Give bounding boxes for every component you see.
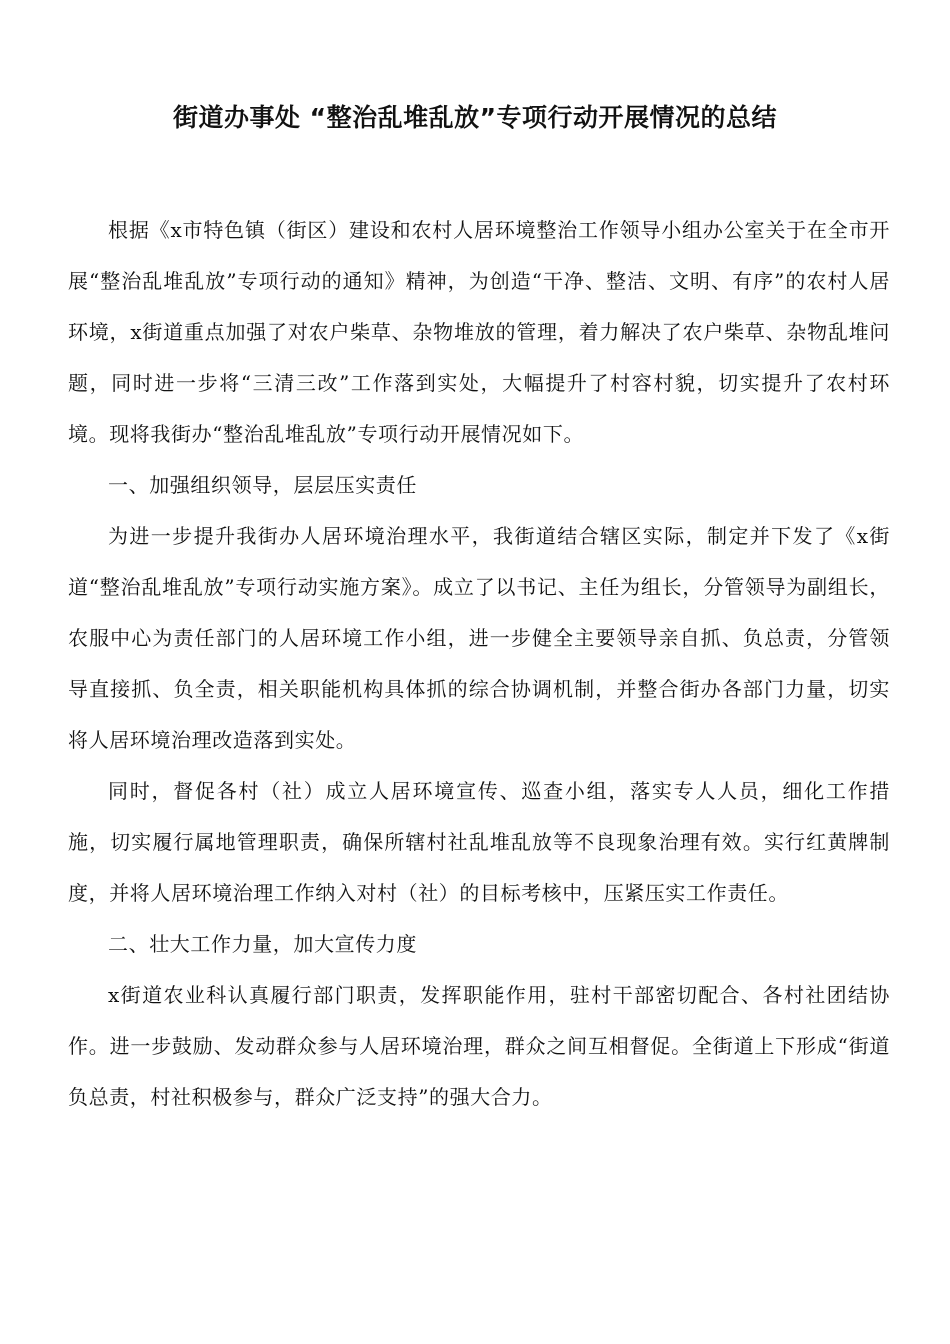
section-1-paragraph-2: 同时，督促各村（社）成立人居环境宣传、巡查小组，落实专人人员，细化工作措施，切实履行属地管理职责，确保所辖村社乱堆乱放等不良现象治理有效。实行红黄牌制度，并将人居环境治理工作纳入对村（社）的目标考核中，压紧压实工作责任。 [68, 779, 890, 905]
document-body [68, 205, 890, 1123]
intro-paragraph: 根据《x市特色镇（街区）建设和农村人居环境整治工作领导小组办公室关于在全市开展“整治乱堆乱放”专项行动的通知》精神，为创造“干净、整洁、文明、有序”的农村人居环境，x街道重点加强了对农户柴草、杂物堆放的管理，着力解决了农户柴草、杂物乱堆问题，同时进一步将“三清三改”工作落到实处，大幅提升了村容村貌，切实提升了农村环境。现将我街办“整治乱堆乱放”专项行动开展情况如下。 [68, 218, 890, 446]
section-1-paragraph-1: 为进一步提升我街办人居环境治理水平，我街道结合辖区实际，制定并下发了《x街道“整治乱堆乱放”专项行动实施方案》。成立了以书记、主任为组长，分管领导为副组长，农服中心为责任部门的人居环境工作小组，进一步健全主要领导亲自抓、负总责，分管领导直接抓、负全责，相关职能机构具体抓的综合协调机制，并整合街办各部门力量，切实将人居环境治理改造落到实处。 [68, 524, 890, 752]
section-heading-2: 二、壮大工作力量，加大宣传力度 [108, 932, 417, 956]
section-2-paragraph-1: x街道农业科认真履行部门职责，发挥职能作用，驻村干部密切配合、各村社团结协作。进一步鼓励、发动群众参与人居环境治理，群众之间互相督促。全街道上下形成“街道负总责，村社积极参与，群众广泛支持”的强大合力。 [68, 983, 890, 1109]
section-heading-1: 一、加强组织领导，层层压实责任 [108, 473, 417, 497]
document-title: 街道办事处 “整治乱堆乱放”专项行动开展情况的总结 [172, 103, 778, 132]
